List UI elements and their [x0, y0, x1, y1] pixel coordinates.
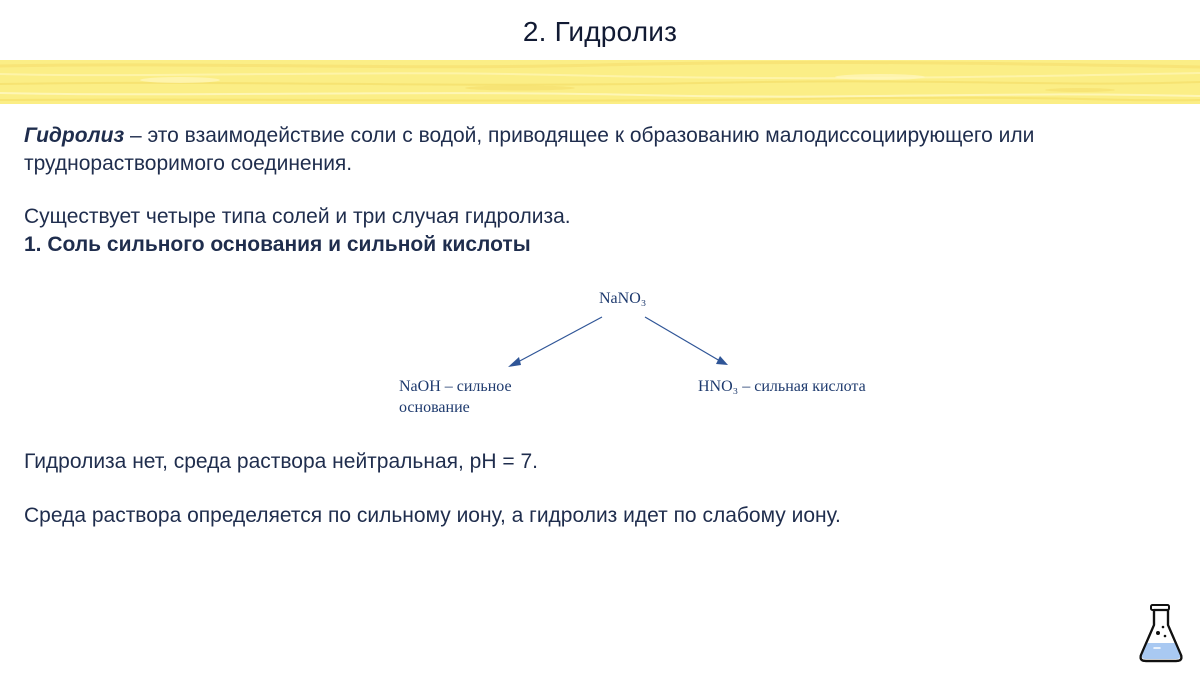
- definition-paragraph: [24, 122, 1174, 178]
- arrow-to-base-head: [508, 357, 521, 367]
- flask-icon: [1136, 603, 1186, 665]
- slide-title: 2. Гидролиз: [522, 16, 678, 47]
- intro-text: Существует четыре типа солей и три случая гидролиза.: [24, 205, 571, 228]
- arrow-to-acid: [645, 317, 720, 361]
- definition-text: – это взаимодействие соли с водой, приводящее к образованию малодиссоциирующего или труднорастворимого соединения.: [24, 124, 1035, 175]
- dissociation-arrows: [490, 305, 750, 375]
- acid-label: HNO₃ – сильная кислота: [698, 378, 866, 395]
- environment-note: Среда раствора определяется по сильному иону, а гидролиз идет по слабому иону.: [24, 504, 841, 527]
- conclusion-text: Гидролиза нет, среда раствора нейтральная, pH = 7.: [24, 450, 538, 473]
- case-heading: 1. Соль сильного основания и сильной кислоты: [24, 233, 531, 256]
- arrow-to-base: [516, 317, 602, 363]
- definition-term: Гидролиз: [24, 124, 125, 147]
- base-label: NaOH – сильное основание: [399, 378, 512, 416]
- arrow-to-acid-head: [716, 356, 728, 365]
- yellow-paint-band: [0, 60, 1200, 104]
- salt-formula: NaNO₃: [599, 290, 647, 307]
